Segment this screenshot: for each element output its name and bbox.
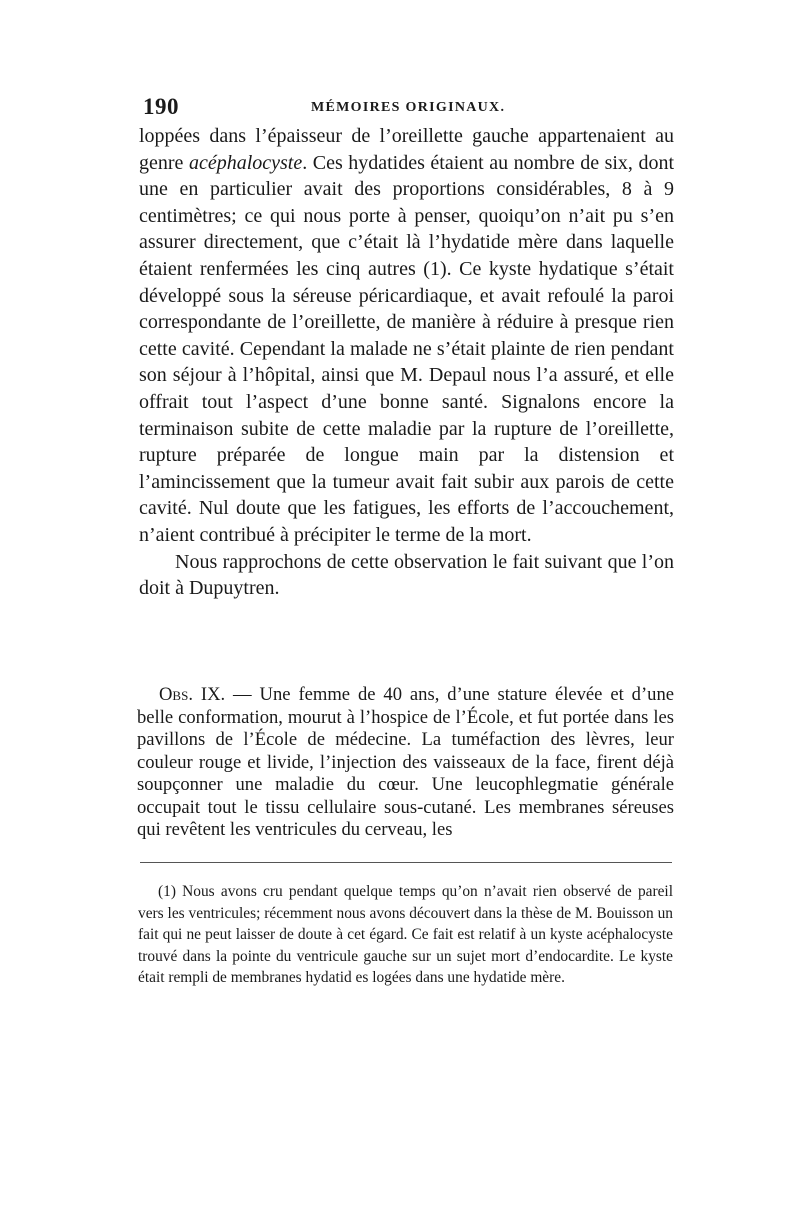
page-number: 190 [143,94,179,119]
footnote: (1) Nous avons cru pendant quelque temps qu’on n’avait rien observé de pareil vers les ventricules; récemment nous avons découvert dans la thèse de M. Bouisson un fait qui ne peut laisser de doute à cet égard. Ce fait est relatif à un kyste acéphalocyste trouvé dans la pointe du ventricule gauche sur un sujet mort d’endocardite. Le kyste était rempli de membranes hydatid es logées dans une hydatide mère. [138,883,673,986]
footnote-divider [140,862,672,863]
paragraph-1-part-a: loppées dans l’épaisseur de l’oreillette gauche appartenaient au genre [139,125,674,174]
observation-label: Obs. IX. [159,684,226,705]
main-text [139,123,674,602]
paragraph-continued [139,123,674,549]
page-header [143,94,673,122]
running-title: MÉMOIRES ORIGINAUX. [311,100,506,115]
paragraph-2: Nous rapprochons de cette observation le fait suivant que l’on doit à Dupuytren. [139,550,674,600]
italic-term: acéphalocyste [188,151,303,174]
paragraph-1-part-b: . Ces hydatides étaient au nombre de six, dont une en particulier avait des proportions considérables, 8 à 9 centimètres; ce qui nous porte à penser, quoiqu’on n’ait pu s’en assurer directement, que c’était là l’hydatide mère dans laquelle étaient renfermées les cinq autres (1). Ce kyste hydatique s’était développé sous la séreuse péricardiaque, et avait refoulé la paroi correspondante de l’oreillette, de manière à réduire à presque rien cette cavité. Cependant la malade ne s’était plainte de rien pendant son séjour à l’hôpital, ainsi que M. Depaul nous l’a assuré, et elle offrait tout l’aspect d’une bonne santé. Signalons encore la terminaison subite de cette maladie par la rupture de l’oreillette, rupture préparée de longue main par la distension et l’amincissement que la tumeur avait fait subir aux parois de cette cavité. Nul doute que les fatigues, les efforts de l’accouchement, n’aient contribué à précipiter le terme de la mort. [139,151,674,546]
observation-text: — Une femme de 40 ans, d’une stature élevée et d’une belle conformation, mourut à l’hospice de l’École, et fut portée dans les pavillons de l’École de médecine. La tuméfaction des lèvres, leur couleur rouge et livide, l’injection des vaisseaux de la face, firent déjà soupçonner une maladie du cœur. Une leucophlegmatie générale occupait tout le tissu cellulaire sous-cutané. Les membranes séreuses qui revêtent les ventricules du cerveau, les [137,684,674,840]
observation-ix [137,684,674,842]
